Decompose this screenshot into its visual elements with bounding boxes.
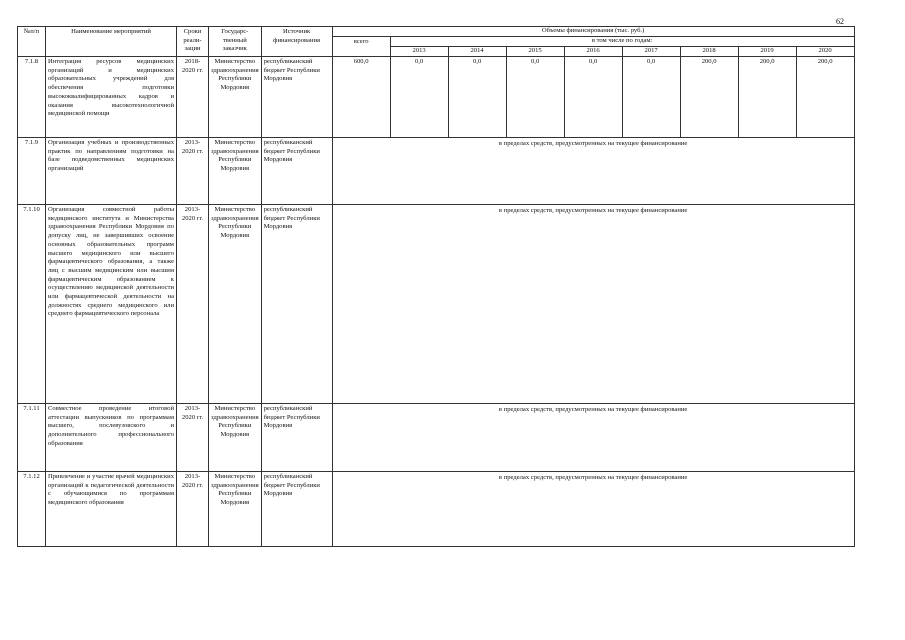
row-period: 2013-2020 гг. bbox=[177, 138, 209, 205]
row-name: Привлечение и участие врачей медицинских организаций к педагогической деятельности с обучающимися по программам медицинского образования bbox=[46, 472, 177, 547]
header-customer: Государс-твенный заказчик bbox=[209, 27, 262, 57]
row-number: 7.1.11 bbox=[18, 404, 46, 472]
header-num: №п/п bbox=[18, 27, 46, 57]
header-row bbox=[18, 27, 855, 37]
table-row bbox=[18, 205, 855, 404]
row-value-2016: 0,0 bbox=[564, 57, 622, 138]
header-name: Наименование мероприятий bbox=[46, 27, 177, 57]
row-value-2013: 0,0 bbox=[390, 57, 448, 138]
header-source: Источник финансирования bbox=[261, 27, 332, 57]
row-customer: Министерство здравоохранения Республики Мордовия bbox=[209, 57, 262, 138]
row-name: Совместное проведение итоговой аттестации выпускников по программам высшего, послевузовского и дополнительного профессионального образования bbox=[46, 404, 177, 472]
row-customer: Министерство здравоохранения Республики Мордовия bbox=[209, 205, 262, 404]
year-2015: 2015 bbox=[506, 47, 564, 57]
row-value-2019: 200,0 bbox=[738, 57, 796, 138]
row-period: 2018-2020 гг. bbox=[177, 57, 209, 138]
header-volumes: Объемы финансирования (тыс. руб.) bbox=[332, 27, 854, 37]
row-value-2015: 0,0 bbox=[506, 57, 564, 138]
row-number: 7.1.12 bbox=[18, 472, 46, 547]
row-customer: Министерство здравоохранения Республики Мордовия bbox=[209, 472, 262, 547]
row-source: республиканский бюджет Республики Мордовия bbox=[261, 138, 332, 205]
row-source: республиканский бюджет Республики Мордовия bbox=[261, 404, 332, 472]
row-name: Организация совместной работы медицинского института и Министерства здравоохранения Республики Мордовия по допуску лиц, не завершивших освоение основных образовательных программ высшего медицинского или высшего фармацевтического образования, а также лиц с высшим медицинским или высшим фармацевтическим образованием к осуществлению медицинской деятельности или фармацевтической деятельности на должностях среднего медицинского или среднего фармацевтического персонала bbox=[46, 205, 177, 404]
row-value-2020: 200,0 bbox=[796, 57, 854, 138]
year-2013: 2013 bbox=[390, 47, 448, 57]
row-number: 7.1.9 bbox=[18, 138, 46, 205]
table-row bbox=[18, 57, 855, 138]
row-period: 2013-2020 гг. bbox=[177, 205, 209, 404]
table-row bbox=[18, 472, 855, 547]
table-row bbox=[18, 138, 855, 205]
year-2018: 2018 bbox=[680, 47, 738, 57]
year-2014: 2014 bbox=[448, 47, 506, 57]
row-period: 2013-2020 гг. bbox=[177, 472, 209, 547]
row-source: республиканский бюджет Республики Мордовия bbox=[261, 472, 332, 547]
row-customer: Министерство здравоохранения Республики Мордовия bbox=[209, 404, 262, 472]
row-name: Организация учебных и производственных практик по направлениям подготовки на базе подведомственных медицинских организаций bbox=[46, 138, 177, 205]
page-number: 62 bbox=[836, 17, 844, 26]
row-financing-note: в пределах средств, предусмотренных на текущее финансирование bbox=[332, 205, 854, 404]
header-total: всего bbox=[332, 37, 390, 57]
year-2017: 2017 bbox=[622, 47, 680, 57]
row-period: 2013-2020 гг. bbox=[177, 404, 209, 472]
row-source: республиканский бюджет Республики Мордовия bbox=[261, 57, 332, 138]
row-financing-note: в пределах средств, предусмотренных на текущее финансирование bbox=[332, 138, 854, 205]
year-2016: 2016 bbox=[564, 47, 622, 57]
row-value-2014: 0,0 bbox=[448, 57, 506, 138]
financing-table bbox=[17, 26, 855, 547]
row-value-2017: 0,0 bbox=[622, 57, 680, 138]
row-customer: Министерство здравоохранения Республики Мордовия bbox=[209, 138, 262, 205]
header-incl-years: в том числе по годам: bbox=[390, 37, 854, 47]
row-financing-note: в пределах средств, предусмотренных на текущее финансирование bbox=[332, 404, 854, 472]
year-2020: 2020 bbox=[796, 47, 854, 57]
table-row bbox=[18, 404, 855, 472]
row-total: 600,0 bbox=[332, 57, 390, 138]
row-source: республиканский бюджет Республики Мордовия bbox=[261, 205, 332, 404]
row-name: Интеграция ресурсов медицинских организаций и медицинских образовательных учреждений для обеспечения подготовки высококвалифицированных кадров и оказания высокотехнологичной медицинской помощи bbox=[46, 57, 177, 138]
row-value-2018: 200,0 bbox=[680, 57, 738, 138]
row-number: 7.1.10 bbox=[18, 205, 46, 404]
year-2019: 2019 bbox=[738, 47, 796, 57]
header-period: Сроки реали-зации bbox=[177, 27, 209, 57]
row-financing-note: в пределах средств, предусмотренных на текущее финансирование bbox=[332, 472, 854, 547]
row-number: 7.1.8 bbox=[18, 57, 46, 138]
